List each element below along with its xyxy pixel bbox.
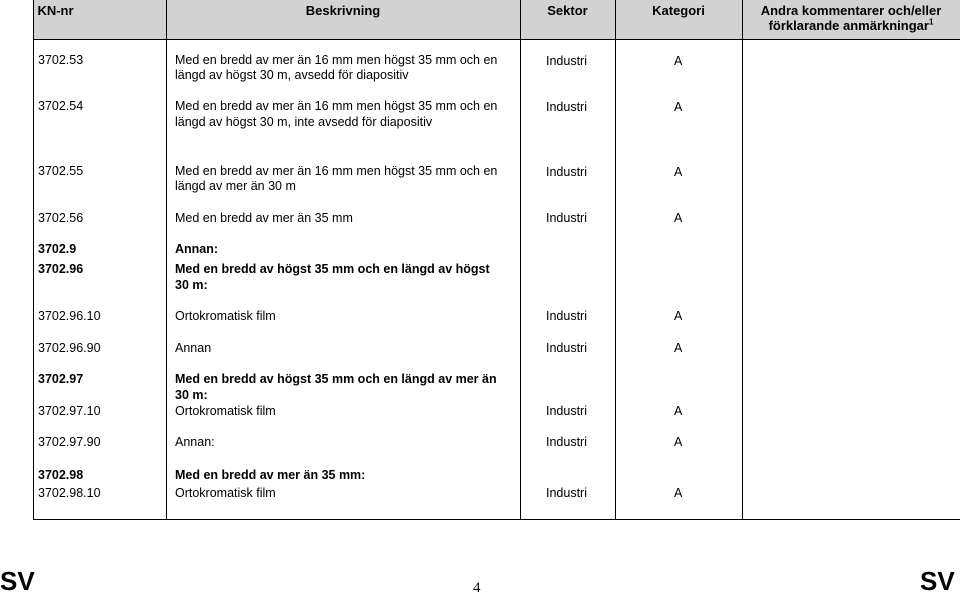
row-kn: 3702.96.10 — [38, 309, 101, 323]
row-desc: Med en bredd av mer än 35 mm: — [175, 468, 366, 482]
row-desc: Annan: — [175, 242, 219, 256]
row-sektor: Industri — [546, 165, 587, 179]
row-kn: 3702.98.10 — [38, 486, 101, 500]
row-desc-cont: längd av mer än 30 m — [175, 179, 296, 193]
row-sektor: Industri — [546, 486, 587, 500]
row-kn: 3702.9 — [38, 242, 77, 256]
row-kategori: A — [674, 165, 683, 179]
row-kn: 3702.55 — [38, 164, 84, 178]
row-kn: 3702.56 — [38, 211, 84, 225]
row-kategori: A — [674, 309, 683, 323]
row-desc: Med en bredd av mer än 35 mm — [175, 211, 353, 225]
row-kategori: A — [674, 100, 683, 114]
row-desc-cont: 30 m: — [175, 278, 208, 292]
row-desc: Annan: — [175, 435, 215, 449]
row-sektor: Industri — [546, 211, 587, 225]
header-comments: Andra kommentarer och/eller förklarande anmärkningar$^1$ — [760, 3, 942, 33]
row-desc-cont: 30 m: — [175, 388, 208, 402]
column-divider — [166, 0, 167, 520]
table-border-bottom — [33, 519, 960, 520]
row-kategori: A — [674, 404, 683, 418]
row-desc: Med en bredd av högst 35 mm och en längd av högst — [175, 262, 490, 276]
row-desc: Ortokromatisk film — [175, 404, 276, 418]
row-desc-cont: längd av högst 30 m, inte avsedd för diapositiv — [175, 115, 433, 129]
row-kategori: A — [674, 486, 683, 500]
row-kn: 3702.97 — [38, 372, 84, 386]
column-divider — [520, 0, 521, 520]
footer-language-code-right: SV — [920, 566, 955, 596]
row-kn: 3702.96 — [38, 262, 84, 276]
row-kn: 3702.97.90 — [38, 435, 101, 449]
row-desc: Ortokromatisk film — [175, 486, 276, 500]
row-kategori: A — [674, 54, 683, 68]
row-kategori: A — [674, 435, 683, 449]
row-desc: Ortokromatisk film — [175, 309, 276, 323]
column-divider — [742, 0, 743, 520]
row-sektor: Industri — [546, 100, 587, 114]
row-kn: 3702.98 — [38, 468, 84, 482]
row-kn: 3702.54 — [38, 99, 84, 113]
table-border-left — [33, 0, 34, 520]
header-kn: KN-nr — [37, 3, 74, 18]
row-desc-cont: längd av högst 30 m, avsedd för diapositiv — [175, 68, 409, 82]
row-desc: Med en bredd av mer än 16 mm men högst 35 mm och en — [175, 99, 498, 113]
page-number: 4 — [473, 580, 481, 596]
row-sektor: Industri — [546, 309, 587, 323]
row-desc: Med en bredd av mer än 16 mm men högst 35 mm och en — [175, 53, 498, 67]
header-kategori: Kategori — [652, 3, 705, 18]
row-kn: 3702.96.90 — [38, 341, 101, 355]
row-kategori: A — [674, 341, 683, 355]
column-divider — [615, 0, 616, 520]
row-desc: Med en bredd av högst 35 mm och en längd av mer än — [175, 372, 497, 386]
row-sektor: Industri — [546, 54, 587, 68]
row-desc: Med en bredd av mer än 16 mm men högst 35 mm och en — [175, 164, 498, 178]
footer-language-code-left: SV — [0, 566, 35, 596]
header-description: Beskrivning — [305, 3, 381, 18]
row-kategori: A — [674, 211, 683, 225]
row-sektor: Industri — [546, 435, 587, 449]
row-kn: 3702.97.10 — [38, 404, 101, 418]
header-sektor: Sektor — [547, 3, 588, 18]
row-sektor: Industri — [546, 341, 587, 355]
header-divider — [33, 39, 960, 40]
row-kn: 3702.53 — [38, 53, 84, 67]
row-desc: Annan — [175, 341, 212, 355]
row-sektor: Industri — [546, 404, 587, 418]
